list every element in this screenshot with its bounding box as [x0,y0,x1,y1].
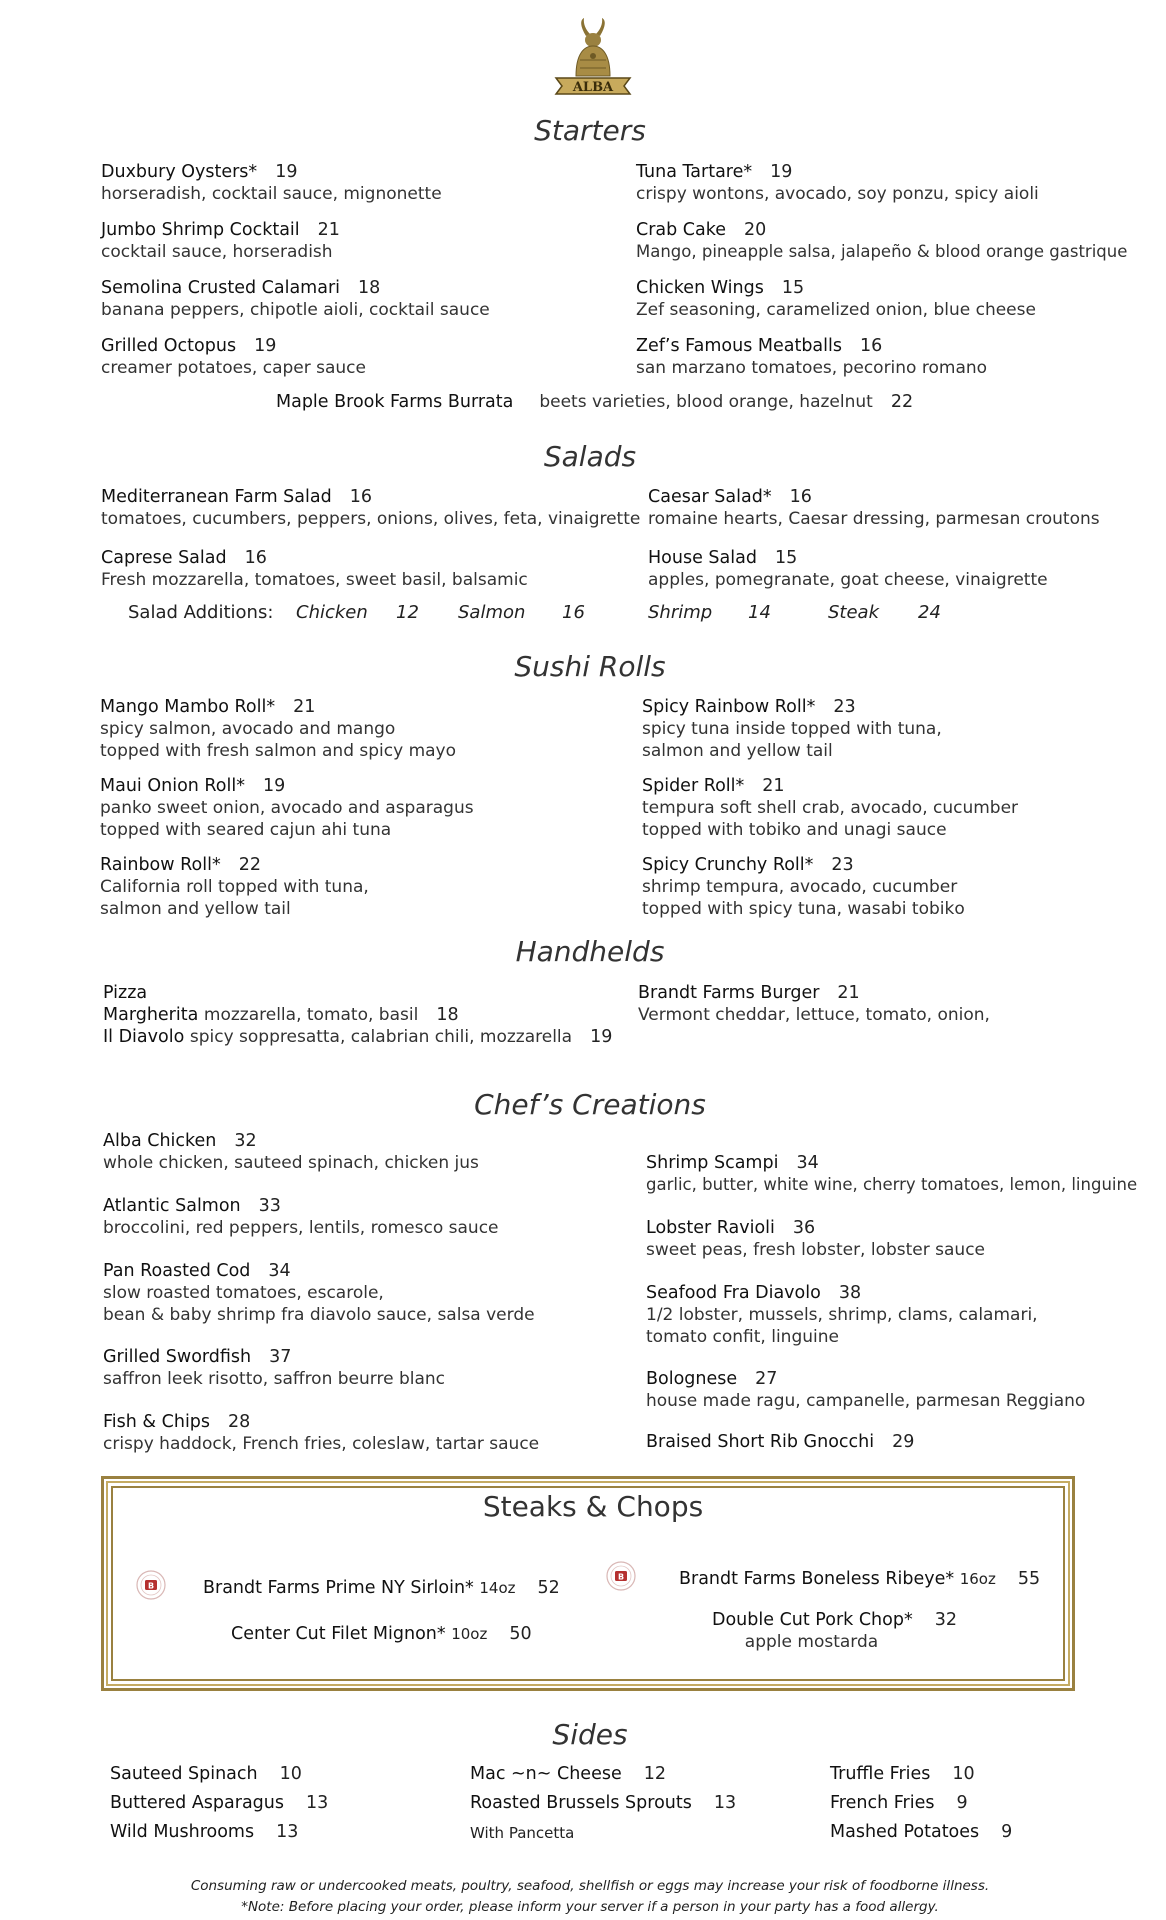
menu-item [646,1152,1137,1196]
item-name: Double Cut Pork Chop* [712,1610,913,1630]
item-name: Braised Short Rib Gnocchi [646,1432,875,1452]
item-name: Seafood Fra Diavolo [646,1283,821,1303]
svg-text:B: B [147,1581,155,1591]
item-desc: crispy haddock, French fries, coleslaw, tartar sauce [103,1434,540,1454]
menu-item [638,982,990,1026]
item-price: 20 [744,220,767,240]
item-desc: 1/2 lobster, mussels, shrimp, clams, calamari, [646,1305,1038,1325]
alba-logo [550,18,636,102]
item-price: 32 [934,1610,957,1630]
steaks-title: Steaks & Chops [482,1490,704,1523]
side-item [470,1764,666,1784]
item-price: 9 [1001,1822,1013,1842]
item-name: Buttered Asparagus [110,1793,284,1813]
item-name: Atlantic Salmon [103,1196,241,1216]
item-price: 37 [269,1347,292,1367]
item-desc: shrimp tempura, avocado, cucumber [642,877,958,897]
item-price: 21 [762,776,785,796]
item-desc: house made ragu, campanelle, parmesan Reggiano [646,1391,1086,1411]
menu-item [103,1346,445,1390]
item-desc: tomatoes, cucumbers, peppers, onions, olives, feta, vinaigrette [101,509,641,529]
item-price: 21 [293,697,316,717]
menu-item [636,161,1039,205]
item-desc: san marzano tomatoes, pecorino romano [636,358,988,378]
item-price: 22 [890,392,914,412]
side-item [470,1793,736,1813]
item-price: 13 [276,1822,299,1842]
item-name: Brandt Farms Boneless Ribeye* [679,1569,955,1589]
item-price: 21 [317,220,340,240]
item-price: 29 [892,1432,915,1452]
menu-item [100,775,474,841]
item-desc: Mango, pineapple salsa, jalapeño & blood orange gastrique [636,242,1128,261]
additions-label: Salad Additions: [128,602,274,623]
item-desc: beets varieties, blood orange, hazelnut [539,392,873,412]
item-price: 19 [275,162,298,182]
item-name: House Salad [648,548,757,568]
item-desc: California roll topped with tuna, [100,877,369,897]
side-item [830,1764,975,1784]
item-name: Margherita [103,1005,199,1025]
item-name: Maple Brook Farms Burrata [276,392,514,412]
item-name: Alba Chicken [103,1131,217,1151]
item-desc: topped with seared cajun ahi tuna [100,820,392,840]
menu-item [101,335,366,379]
item-price: 18 [436,1005,459,1025]
addition-price: 16 [562,602,585,623]
item-desc: With Pancetta [470,1824,575,1842]
menu-item [642,696,942,762]
item-desc: saffron leek risotto, saffron beurre blanc [103,1369,446,1389]
sides-title: Sides [552,1718,628,1751]
item-name: Duxbury Oysters* [101,162,258,182]
starters-title: Starters [534,114,646,147]
item-price: 28 [228,1412,251,1432]
salads-title: Salads [543,440,637,473]
item-desc: spicy tuna inside topped with tuna, [642,719,942,739]
item-name: Spider Roll* [642,776,745,796]
item-desc: crispy wontons, avocado, soy ponzu, spicy aioli [636,184,1039,204]
item-name: Grilled Swordfish [103,1347,252,1367]
item-desc: Zef seasoning, caramelized onion, blue cheese [636,300,1036,320]
item-price: 15 [781,278,805,298]
steak-item [203,1577,560,1599]
menu-item [103,1411,539,1455]
menu-item [101,547,528,591]
item-desc: mozzarella, tomato, basil [203,1005,419,1025]
item-name: Semolina Crusted Calamari [101,278,341,298]
item-price: 15 [774,548,798,568]
item-name: Spicy Crunchy Roll* [642,855,814,875]
menu-item [101,219,340,263]
menu-item [103,1260,535,1326]
item-name: Wild Mushrooms [110,1822,255,1842]
item-price: 52 [537,1578,560,1598]
item-desc: Fresh mozzarella, tomatoes, sweet basil, balsamic [101,570,528,590]
item-desc: broccolini, red peppers, lentils, romesco sauce [103,1218,499,1238]
addition-price: 12 [396,602,419,623]
item-name: Mediterranean Farm Salad [101,487,332,507]
menu-item [648,486,1100,530]
item-price: 32 [234,1131,257,1151]
item-desc: slow roasted tomatoes, escarole, [103,1283,384,1303]
addition-price: 14 [748,602,771,623]
addition-name: Salmon [458,602,526,623]
item-price: 16 [244,548,267,568]
menu-item [646,1431,914,1453]
item-name: Tuna Tartare* [636,162,753,182]
item-name: Mashed Potatoes [830,1822,980,1842]
menu-item [101,277,490,321]
steak-item [712,1609,957,1653]
svg-text:B: B [617,1572,625,1582]
item-desc: salmon and yellow tail [642,741,833,761]
menu-item [646,1217,985,1261]
item-name: Caprese Salad [101,548,227,568]
item-name: Rainbow Roll* [100,855,221,875]
item-desc: topped with spicy tuna, wasabi tobikо [642,899,965,919]
addition-name: Steak [828,602,880,623]
item-desc: creamer potatoes, caper sauce [101,358,366,378]
item-desc: apples, pomegranate, goat cheese, vinaigrette [648,570,1048,590]
addition-name: Shrimp [648,602,713,623]
item-price: 33 [258,1196,281,1216]
side-item [110,1822,298,1842]
side-item [830,1822,1012,1842]
item-desc: Vermont cheddar, lettuce, tomato, onion, [638,1005,990,1025]
item-price: 10 [952,1764,975,1784]
item-name: Lobster Ravioli [646,1218,775,1238]
item-name: Chicken Wings [636,278,764,298]
item-name: Brandt Farms Burger [638,983,820,1003]
menu-item [101,161,442,205]
item-desc: salmon and yellow tail [100,899,291,919]
item-price: 13 [713,1793,737,1813]
item-price: 34 [268,1261,291,1281]
item-price: 55 [1017,1569,1041,1589]
item-name: Caesar Salad* [648,487,772,507]
menu-item [100,854,369,920]
item-price: 23 [831,855,854,875]
item-size: 10oz [451,1625,488,1643]
item-desc: spicy soppresatta, calabrian chili, mozzarella [189,1027,573,1047]
item-desc: tomato confit, linguine [646,1327,839,1347]
logo-text: ALBA [572,80,614,95]
item-name: Spicy Rainbow Roll* [642,697,816,717]
item-price: 38 [838,1283,862,1303]
item-name: Zef’s Famous Meatballs [636,336,842,356]
pizza-group [103,982,612,1048]
item-name: Roasted Brussels Sprouts [470,1793,692,1813]
item-name: Mac ~n~ Cheese [470,1764,622,1784]
item-name: Il Diavolo [103,1027,185,1047]
menu-item [100,696,456,762]
item-price: 12 [643,1764,666,1784]
menu-item [646,1282,1038,1348]
brandt-badge-icon [136,1570,166,1600]
item-price: 19 [254,336,277,356]
menu-item [636,277,1036,321]
item-price: 19 [590,1027,613,1047]
menu-item [642,854,965,920]
item-price: 36 [792,1218,816,1238]
item-price: 50 [509,1624,532,1644]
steak-item [679,1568,1040,1590]
item-price: 27 [755,1369,778,1389]
item-desc: tempura soft shell crab, avocado, cucumber [642,798,1019,818]
item-price: 34 [796,1153,819,1173]
item-name: Jumbo Shrimp Cocktail [101,220,300,240]
menu-item [642,775,1018,841]
item-price: 19 [262,776,286,796]
menu-item [636,335,987,379]
addition-price: 24 [918,602,941,623]
item-name: Crab Cake [636,220,727,240]
side-item [830,1793,968,1813]
item-name: Truffle Fries [830,1764,931,1784]
item-name: Maui Onion Roll* [100,776,245,796]
item-desc: romaine hearts, Caesar dressing, parmesan croutons [648,509,1100,529]
brandt-badge-icon [606,1561,636,1591]
item-price: 9 [956,1793,968,1813]
side-item [110,1764,302,1784]
item-price: 16 [860,336,883,356]
food-warning: Consuming raw or undercooked meats, poultry, seafood, shellfish or eggs may increase your risk of foodborne illness. [190,1878,990,1894]
item-price: 10 [279,1764,302,1784]
item-price: 23 [833,697,856,717]
chefs-title: Chef’s Creations [474,1088,706,1121]
allergy-note: *Note: Before placing your order, please inform your server if a person in your party has a food allergy. [241,1899,939,1915]
item-price: 16 [789,487,812,507]
pizza-label: Pizza [103,983,148,1003]
item-name: Pan Roasted Cod [103,1261,251,1281]
menu-item [103,1195,499,1239]
item-desc: whole chicken, sauteed spinach, chicken jus [103,1153,479,1173]
item-price: 16 [349,487,372,507]
item-name: French Fries [830,1793,935,1813]
item-desc: topped with tobiko and unagi sauce [642,820,947,840]
addition-name: Chicken [296,602,368,623]
menu-item [636,219,1127,263]
side-item [110,1793,328,1813]
item-desc: bean & baby shrimp fra diavolo sauce, salsa verde [103,1305,535,1325]
handhelds-title: Handhelds [515,935,665,968]
menu-item [648,547,1048,591]
item-desc: sweet peas, fresh lobster, lobster sauce [646,1240,986,1260]
item-desc: garlic, butter, white wine, cherry tomatoes, lemon, linguine [646,1175,1138,1194]
item-name: Center Cut Filet Mignon* [231,1624,446,1644]
item-desc: spicy salmon, avocado and mango [100,719,396,739]
item-size: 14oz [479,1579,516,1597]
item-price: 18 [358,278,381,298]
item-name: Grilled Octopus [101,336,237,356]
item-size: 16oz [959,1570,996,1588]
burrata-item [276,391,913,413]
item-desc: topped with fresh salmon and spicy mayo [100,741,457,761]
sushi-title: Sushi Rolls [514,650,666,683]
item-desc: cocktail sauce, horseradish [101,242,333,262]
item-price: 19 [770,162,793,182]
item-name: Bolognese [646,1369,738,1389]
menu-item [101,486,640,530]
item-name: Shrimp Scampi [646,1153,779,1173]
item-price: 21 [837,983,860,1003]
menu-item [646,1368,1085,1412]
item-name: Brandt Farms Prime NY Sirloin* [203,1578,474,1598]
item-price: 13 [306,1793,329,1813]
side-note [470,1824,574,1842]
item-name: Sauteed Spinach [110,1764,258,1784]
item-desc: panko sweet onion, avocado and asparagus [100,798,474,818]
item-desc: horseradish, cocktail sauce, mignonette [101,184,442,204]
item-price: 22 [238,855,261,875]
item-name: Fish & Chips [103,1412,211,1432]
item-desc: banana peppers, chipotle aioli, cocktail sauce [101,300,490,320]
steak-item [231,1623,532,1645]
item-desc: apple mostarda [744,1632,879,1652]
item-name: Mango Mambo Roll* [100,697,276,717]
menu-item [103,1130,479,1174]
